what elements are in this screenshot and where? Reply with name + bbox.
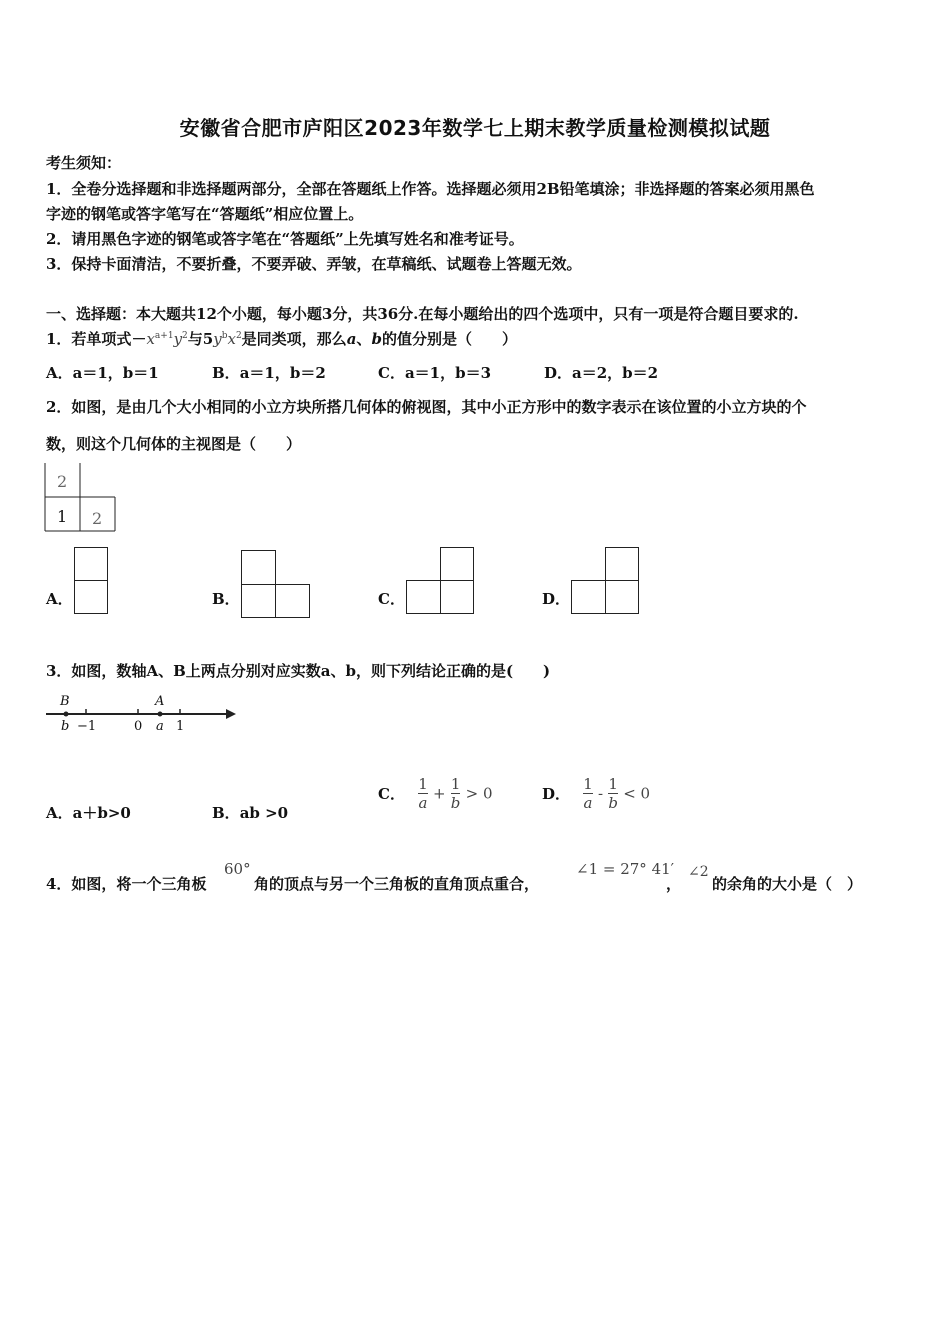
question-4-part3: 的余角的大小是（ ） <box>712 875 863 893</box>
question-3: 3．如图，数轴A、B上两点分别对应实数a、b，则下列结论正确的是( ) <box>46 662 551 680</box>
number-line <box>46 696 241 741</box>
notice-item-2: 2．请用黑色字迹的钢笔或答字笔在“答题纸”上先填写姓名和准考证号。 <box>46 230 524 248</box>
q1-option-a[interactable]: A．a＝1，b＝1 <box>46 364 159 382</box>
q2-option-d-figure[interactable] <box>571 547 643 617</box>
question-4-angle1: ∠1 = 27° 41′ <box>576 860 675 878</box>
question-1: 1．若单项式$-x^{a+1}y^2$与$5y^bx^2$是同类项，那么a、b的值分别是（ ） <box>46 330 517 348</box>
q3-option-c[interactable]: C． $\frac{1}{a}$ + $\frac{1}{b}$ > 0 <box>378 775 493 812</box>
question-2-line1: 2．如图，是由几个大小相同的小立方块所搭几何体的俯视图，其中小正方形中的数字表示在该位置的小立方块的个 <box>46 398 807 416</box>
axis-label-b: b <box>61 719 70 734</box>
q1-option-c[interactable]: C．a＝1，b＝3 <box>378 364 492 382</box>
question-4-part1: 4．如图，将一个三角板 <box>46 875 207 893</box>
axis-label-a: a <box>156 719 164 734</box>
grid-value-bottom-right: 2 <box>92 509 103 528</box>
grid-value-top-left: 2 <box>57 472 68 491</box>
question-4-angle2: ∠2 <box>688 864 709 880</box>
section-heading: 一、选择题：本大题共12个小题，每小题3分，共36分.在每小题给出的四个选项中，只有一项是符合题目要求的. <box>46 305 799 323</box>
axis-label-one: 1 <box>176 719 185 734</box>
question-4-degree: 60° <box>224 860 251 878</box>
q3-option-a[interactable]: A．a＋b>0 <box>46 804 131 822</box>
question-4-comma: ， <box>666 875 682 893</box>
axis-label-zero: 0 <box>134 719 143 734</box>
notice-item-1-cont: 字迹的钢笔或答字笔写在“答题纸”相应位置上。 <box>46 205 364 223</box>
q2-option-b-label[interactable]: B． <box>212 590 240 608</box>
axis-label-B: B <box>60 694 70 709</box>
question-2-line2: 数，则这个几何体的主视图是（ ） <box>46 435 302 453</box>
q3-option-d[interactable]: D． $\frac{1}{a}$ - $\frac{1}{b}$ < 0 <box>542 775 651 812</box>
q1-option-d[interactable]: D．a＝2，b＝2 <box>544 364 659 382</box>
q3-option-b[interactable]: B．ab >0 <box>212 804 289 822</box>
notice-item-3: 3．保持卡面清洁，不要折叠，不要弄破、弄皱，在草稿纸、试题卷上答题无效。 <box>46 255 582 273</box>
top-view-grid <box>45 463 117 533</box>
notice-heading: 考生须知： <box>46 154 122 172</box>
q2-option-d-label[interactable]: D． <box>542 590 571 608</box>
q1-option-b[interactable]: B．a＝1，b＝2 <box>212 364 326 382</box>
axis-label-neg1: −1 <box>77 719 97 734</box>
q2-option-a-figure[interactable] <box>74 547 110 617</box>
q2-option-b-figure[interactable] <box>241 550 313 620</box>
axis-label-A: A <box>155 694 165 709</box>
page-title: 安徽省合肥市庐阳区2023年数学七上期末教学质量检测模拟试题 <box>179 116 771 140</box>
q2-option-c-label[interactable]: C． <box>378 590 405 608</box>
q2-option-a-label[interactable]: A． <box>46 590 73 608</box>
grid-value-bottom-left: 1 <box>57 507 68 526</box>
q2-option-c-figure[interactable] <box>406 547 478 617</box>
question-4-part2: 角的顶点与另一个三角板的直角顶点重合， <box>254 875 540 893</box>
notice-item-1: 1．全卷分选择题和非选择题两部分，全部在答题纸上作答。选择题必须用2B铅笔填涂；非选择题的答案必须用黑色 <box>46 180 815 198</box>
